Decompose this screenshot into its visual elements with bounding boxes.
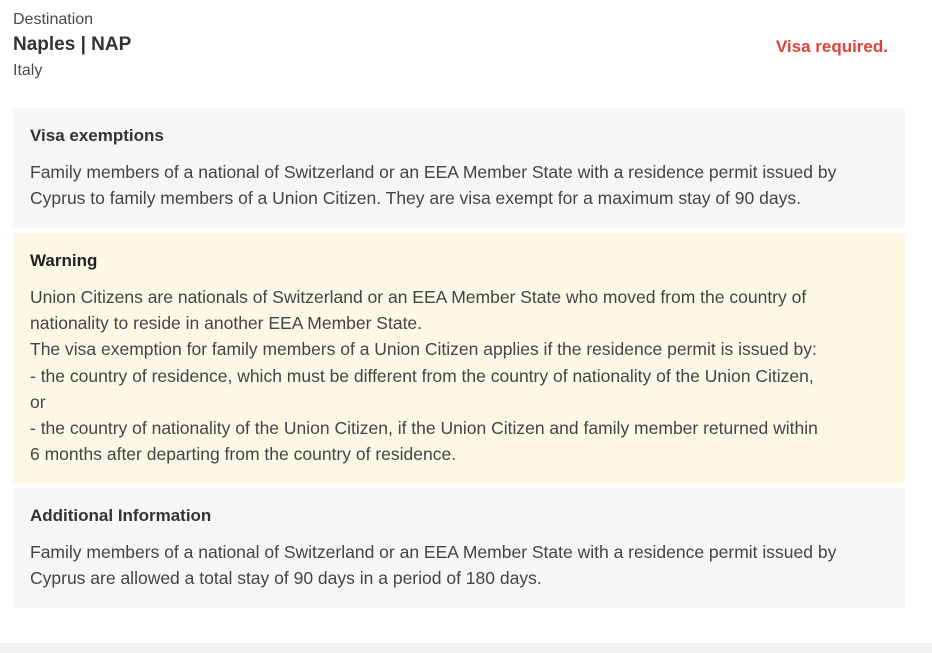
warning-line: or: [30, 391, 46, 412]
visa-exemptions-text: [30, 159, 888, 211]
warning-line: nationality to reside in another EEA Member State.: [30, 313, 423, 334]
visa-exemptions-line: Cyprus to family members of a Union Citizen. They are visa exempt for a maximum stay of 90 days.: [30, 188, 801, 209]
warning-line: 6 months after departing from the country of residence.: [30, 444, 457, 465]
footer-divider: [0, 643, 932, 653]
visa-exemptions-panel: [13, 108, 905, 228]
destination-block: [13, 9, 131, 83]
visa-exemptions-title: Visa exemptions: [30, 126, 164, 145]
warning-line: The visa exemption for family members of a Union Citizen applies if the residence permit is issued by:: [30, 339, 817, 360]
warning-line: Union Citizens are nationals of Switzerland or an EEA Member State who moved from the country of: [30, 287, 807, 307]
destination-name: Naples | NAP: [13, 34, 132, 55]
additional-information-text: [30, 539, 888, 591]
visa-exemptions-line: Family members of a national of Switzerland or an EEA Member State with a residence permit issued by: [30, 162, 837, 182]
destination-country: Italy: [13, 62, 43, 79]
additional-information-line: Family members of a national of Switzerland or an EEA Member State with a residence permit issued by: [30, 542, 837, 562]
warning-line: - the country of nationality of the Union Citizen, if the Union Citizen and family member returned within: [30, 418, 818, 439]
additional-information-title: Additional Information: [30, 506, 212, 525]
warning-title: Warning: [30, 251, 98, 270]
visa-status: Visa required.: [775, 37, 888, 56]
additional-information-line: Cyprus are allowed a total stay of 90 days in a period of 180 days.: [30, 568, 542, 589]
warning-panel: [13, 233, 905, 483]
warning-text: [30, 284, 888, 467]
additional-information-panel: [13, 488, 905, 608]
destination-label: Destination: [13, 11, 94, 28]
warning-line: - the country of residence, which must be different from the country of nationality of the Union Citizen,: [30, 365, 814, 386]
